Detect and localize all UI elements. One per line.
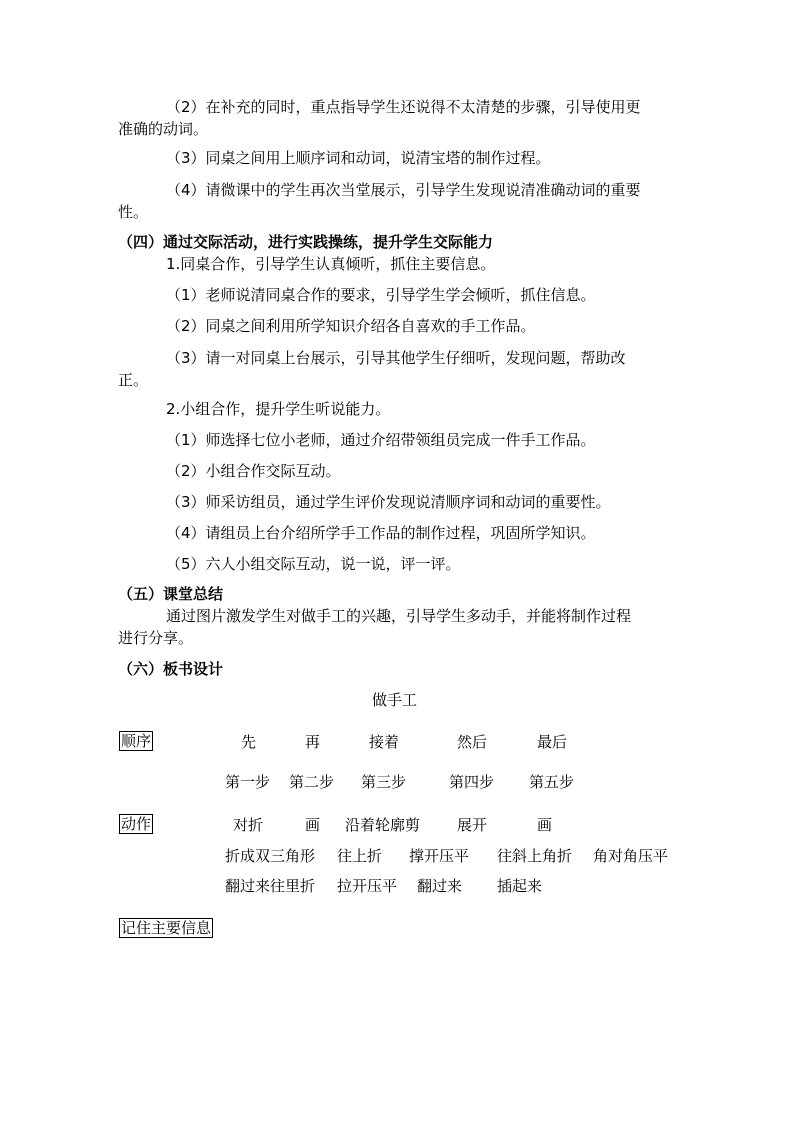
paragraph: 准确的动词。 <box>118 120 209 138</box>
paragraph: （1）师选择七位小老师，通过介绍带领组员完成一件手工作品。 <box>166 431 596 449</box>
section-heading: （四）通过交际活动，进行实践操练，提升学生交际能力 <box>118 233 494 251</box>
action-word: 往斜上角折 <box>497 847 573 865</box>
order-word: 然后 <box>457 733 488 751</box>
paragraph: （3）师采访组员，通过学生评价发现说清顺序词和动词的重要性。 <box>166 493 611 511</box>
remember-label-box: 记住主要信息 <box>121 919 212 937</box>
step-label: 第三步 <box>361 773 407 791</box>
section-heading: （六）板书设计 <box>118 660 224 678</box>
order-word: 接着 <box>369 733 400 751</box>
order-word: 再 <box>305 733 321 751</box>
action-word: 撑开压平 <box>409 847 470 865</box>
action-label-box: 动作 <box>121 815 152 833</box>
paragraph: 进行分享。 <box>118 629 194 647</box>
action-word: 展开 <box>457 816 488 834</box>
paragraph: （2）在补充的同时，重点指导学生还说得不太清楚的步骤，引导使用更 <box>166 98 641 116</box>
action-word: 对折 <box>233 816 264 834</box>
order-word: 最后 <box>537 733 568 751</box>
paragraph: （2）小组合作交际互动。 <box>166 462 341 480</box>
paragraph: 正。 <box>118 371 149 389</box>
action-word: 画 <box>537 816 553 834</box>
paragraph: （1）老师说清同桌合作的要求，引导学生学会倾听，抓住信息。 <box>166 286 596 304</box>
paragraph: 2.小组合作，提升学生听说能力。 <box>166 400 391 418</box>
step-label: 第四步 <box>449 773 495 791</box>
step-label: 第五步 <box>529 773 575 791</box>
paragraph: （5）六人小组交际互动，说一说，评一评。 <box>166 555 461 573</box>
paragraph: （4）请组员上台介绍所学手工作品的制作过程，巩固所学知识。 <box>166 524 596 542</box>
action-word: 插起来 <box>497 877 543 895</box>
paragraph: 通过图片激发学生对做手工的兴趣，引导学生多动手，并能将制作过程 <box>166 607 632 625</box>
action-word: 翻过来往里折 <box>225 877 316 895</box>
paragraph: 性。 <box>118 203 149 221</box>
action-word: 画 <box>305 816 321 834</box>
paragraph: （4）请微课中的学生再次当堂展示，引导学生发现说清准确动词的重要 <box>166 181 641 199</box>
action-word: 沿着轮廓剪 <box>345 816 421 834</box>
order-word: 先 <box>241 733 257 751</box>
order-label-box: 顺序 <box>121 732 152 750</box>
paragraph: （3）请一对同桌上台展示，引导其他学生仔细听，发现问题，帮助改 <box>166 349 626 367</box>
paragraph: 1.同桌合作，引导学生认真倾听，抓住主要信息。 <box>166 255 496 273</box>
step-label: 第一步 <box>225 773 271 791</box>
step-label: 第二步 <box>289 773 335 791</box>
action-word: 拉开压平 <box>337 877 398 895</box>
action-word: 角对角压平 <box>593 847 669 865</box>
paragraph: （3）同桌之间用上顺序词和动词，说清宝塔的制作过程。 <box>166 149 551 167</box>
action-word: 翻过来 <box>417 877 463 895</box>
action-word: 折成双三角形 <box>225 847 316 865</box>
section-heading: （五）课堂总结 <box>118 585 224 603</box>
board-title: 做手工 <box>372 691 418 709</box>
paragraph: （2）同桌之间利用所学知识介绍各自喜欢的手工作品。 <box>166 317 536 335</box>
action-word: 往上折 <box>337 847 383 865</box>
